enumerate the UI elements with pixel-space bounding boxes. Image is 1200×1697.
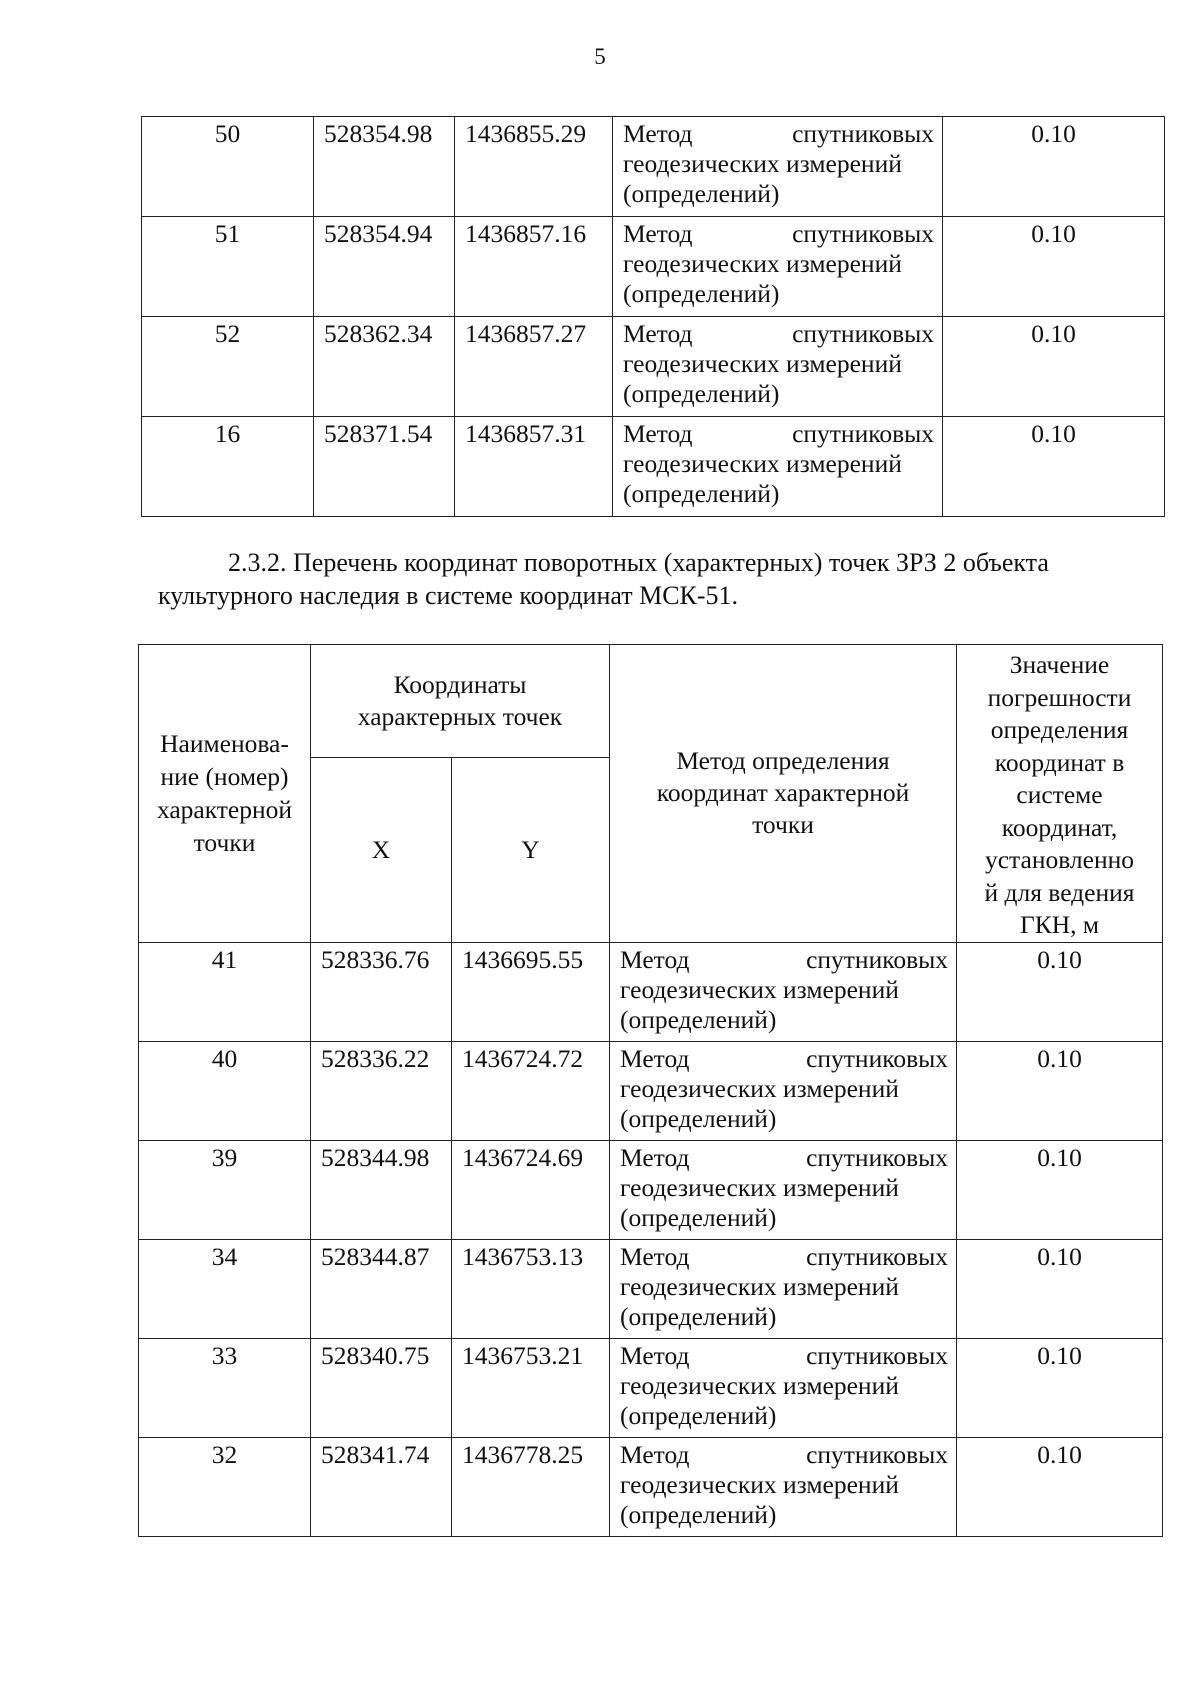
section-heading: 2.3.2. Перечень координат поворотных (характерных) точек ЗРЗ 2 объекта культурного наследия в системе координат МСК-51. (158, 548, 1049, 610)
method-cell (613, 417, 943, 517)
header-line: погрешности (987, 682, 1132, 712)
method-word: спутниковых (806, 944, 948, 974)
error-value-cell: 0.10 (957, 1041, 1163, 1140)
method-line (623, 219, 934, 249)
table-body (142, 117, 1165, 517)
method-line (623, 319, 934, 349)
column-header-y: Y (452, 757, 610, 942)
error-value-cell: 0.10 (943, 217, 1165, 317)
header-line: ГКН, м (1019, 910, 1100, 939)
method-word: Метод (620, 944, 690, 974)
method-cell (610, 1041, 957, 1140)
header-line: Метод определения (676, 746, 890, 776)
y-coordinate-cell: 1436778.25 (452, 1437, 610, 1536)
point-number-cell: 32 (139, 1437, 311, 1536)
point-number-cell: 16 (142, 417, 314, 517)
table-row (142, 217, 1165, 317)
method-word: Метод (623, 219, 693, 248)
header-line: системе (1016, 780, 1103, 809)
method-line: геодезических измерений (620, 974, 899, 1004)
table-row (139, 1338, 1163, 1437)
x-coordinate-cell: 528371.54 (314, 417, 455, 517)
x-coordinate-cell: 528336.22 (311, 1041, 452, 1140)
method-line: (определений) (623, 279, 780, 308)
header-line: определения (990, 715, 1129, 744)
y-coordinate-cell: 1436857.27 (455, 317, 613, 417)
table-row (139, 1140, 1163, 1239)
method-line (623, 119, 934, 149)
method-line (620, 1143, 948, 1173)
method-line: (определений) (623, 479, 780, 508)
header-line: характерной (156, 795, 293, 825)
y-coordinate-cell: 1436724.69 (452, 1140, 610, 1239)
method-word: спутниковых (806, 1142, 948, 1172)
point-number-cell: 33 (139, 1338, 311, 1437)
y-coordinate-cell: 1436857.16 (455, 217, 613, 317)
method-cell (610, 1239, 957, 1338)
method-cell (610, 1437, 957, 1536)
method-word: Метод (623, 419, 693, 448)
error-value-cell: 0.10 (943, 117, 1165, 217)
point-number-cell: 51 (142, 217, 314, 317)
point-number-cell: 39 (139, 1140, 311, 1239)
table-row (139, 942, 1163, 1041)
table-row (139, 1239, 1163, 1338)
column-header-method (610, 645, 957, 943)
method-word: Метод (620, 1043, 690, 1073)
point-number-cell: 50 (142, 117, 314, 217)
method-word: Метод (620, 1439, 690, 1469)
header-line: Наименова- (160, 729, 289, 759)
y-coordinate-cell: 1436753.21 (452, 1338, 610, 1437)
coordinates-table-continued (141, 116, 1165, 517)
error-value-cell: 0.10 (957, 1239, 1163, 1338)
method-word: спутниковых (792, 319, 934, 348)
x-coordinate-cell: 528336.76 (311, 942, 452, 1041)
method-line: (определений) (620, 1400, 777, 1430)
table-row (142, 117, 1165, 217)
header-line: Координаты (393, 669, 527, 699)
point-number-cell: 40 (139, 1041, 311, 1140)
x-coordinate-cell: 528344.87 (311, 1239, 452, 1338)
y-coordinate-cell: 1436855.29 (455, 117, 613, 217)
header-line: точки (193, 828, 256, 858)
x-coordinate-cell: 528354.98 (314, 117, 455, 217)
method-line: (определений) (620, 1202, 777, 1232)
y-coordinate-cell: 1436724.72 (452, 1041, 610, 1140)
header-line: координат в (994, 747, 1125, 777)
method-word: спутниковых (806, 1043, 948, 1073)
method-line (620, 1341, 948, 1371)
table-header (139, 645, 1163, 943)
y-coordinate-cell: 1436695.55 (452, 942, 610, 1041)
x-coordinate-cell: 528354.94 (314, 217, 455, 317)
column-header-error (957, 645, 1163, 943)
header-line: й для ведения (984, 877, 1135, 907)
y-coordinate-cell: 1436753.13 (452, 1239, 610, 1338)
error-value-cell: 0.10 (957, 1437, 1163, 1536)
column-header-coordinates (311, 645, 610, 758)
method-word: Метод (623, 119, 693, 148)
point-number-cell: 52 (142, 317, 314, 417)
method-word: Метод (620, 1241, 690, 1271)
header-line: координат, (1001, 812, 1118, 842)
method-line: геодезических измерений (623, 249, 902, 278)
table-row (139, 1041, 1163, 1140)
error-value-cell: 0.10 (957, 1140, 1163, 1239)
method-line: (определений) (620, 1004, 777, 1034)
method-word: спутниковых (806, 1241, 948, 1271)
header-line: характерных точек (357, 701, 563, 731)
method-word: Метод (620, 1142, 690, 1172)
point-number-cell: 34 (139, 1239, 311, 1338)
method-line: геодезических измерений (623, 349, 902, 378)
method-cell (613, 217, 943, 317)
method-line: геодезических измерений (620, 1172, 899, 1202)
column-header-x: X (311, 757, 452, 942)
method-line (620, 1044, 948, 1074)
error-value-cell: 0.10 (957, 942, 1163, 1041)
method-line: (определений) (623, 379, 780, 408)
method-cell (610, 942, 957, 1041)
x-coordinate-cell: 528344.98 (311, 1140, 452, 1239)
method-word: Метод (620, 1340, 690, 1370)
method-line (620, 1242, 948, 1272)
method-word: спутниковых (806, 1439, 948, 1469)
header-line: ние (номер) (160, 762, 289, 792)
method-line: геодезических измерений (620, 1073, 899, 1103)
page-number: 5 (594, 44, 606, 69)
header-line: Значение (1009, 650, 1110, 679)
coordinates-table-zrz2 (138, 644, 1163, 1537)
error-value-cell: 0.10 (943, 417, 1165, 517)
method-line: (определений) (620, 1301, 777, 1331)
y-coordinate-cell: 1436857.31 (455, 417, 613, 517)
table-row (142, 317, 1165, 417)
method-cell (610, 1140, 957, 1239)
method-line (620, 1440, 948, 1470)
table-body (139, 942, 1163, 1536)
method-line: геодезических измерений (620, 1271, 899, 1301)
method-line (620, 945, 948, 975)
method-line: геодезических измерений (620, 1370, 899, 1400)
method-cell (613, 317, 943, 417)
column-header-name (139, 645, 311, 943)
method-line: (определений) (623, 179, 780, 208)
method-line: геодезических измерений (623, 149, 902, 178)
x-coordinate-cell: 528341.74 (311, 1437, 452, 1536)
header-line: точки (752, 810, 814, 840)
header-line: установленно (984, 845, 1135, 874)
method-line: геодезических измерений (623, 449, 902, 478)
error-value-cell: 0.10 (957, 1338, 1163, 1437)
method-word: спутниковых (792, 119, 934, 148)
x-coordinate-cell: 528340.75 (311, 1338, 452, 1437)
method-line: (определений) (620, 1103, 777, 1133)
method-line (623, 419, 934, 449)
method-word: спутниковых (792, 419, 934, 448)
method-line: (определений) (620, 1499, 777, 1529)
x-coordinate-cell: 528362.34 (314, 317, 455, 417)
table-row (142, 417, 1165, 517)
method-line: геодезических измерений (620, 1469, 899, 1499)
point-number-cell: 41 (139, 942, 311, 1041)
table-row (139, 1437, 1163, 1536)
error-value-cell: 0.10 (943, 317, 1165, 417)
method-word: Метод (623, 319, 693, 348)
method-cell (610, 1338, 957, 1437)
method-word: спутниковых (806, 1340, 948, 1370)
method-cell (613, 117, 943, 217)
header-line: координат характерной (656, 778, 910, 808)
method-word: спутниковых (792, 219, 934, 248)
